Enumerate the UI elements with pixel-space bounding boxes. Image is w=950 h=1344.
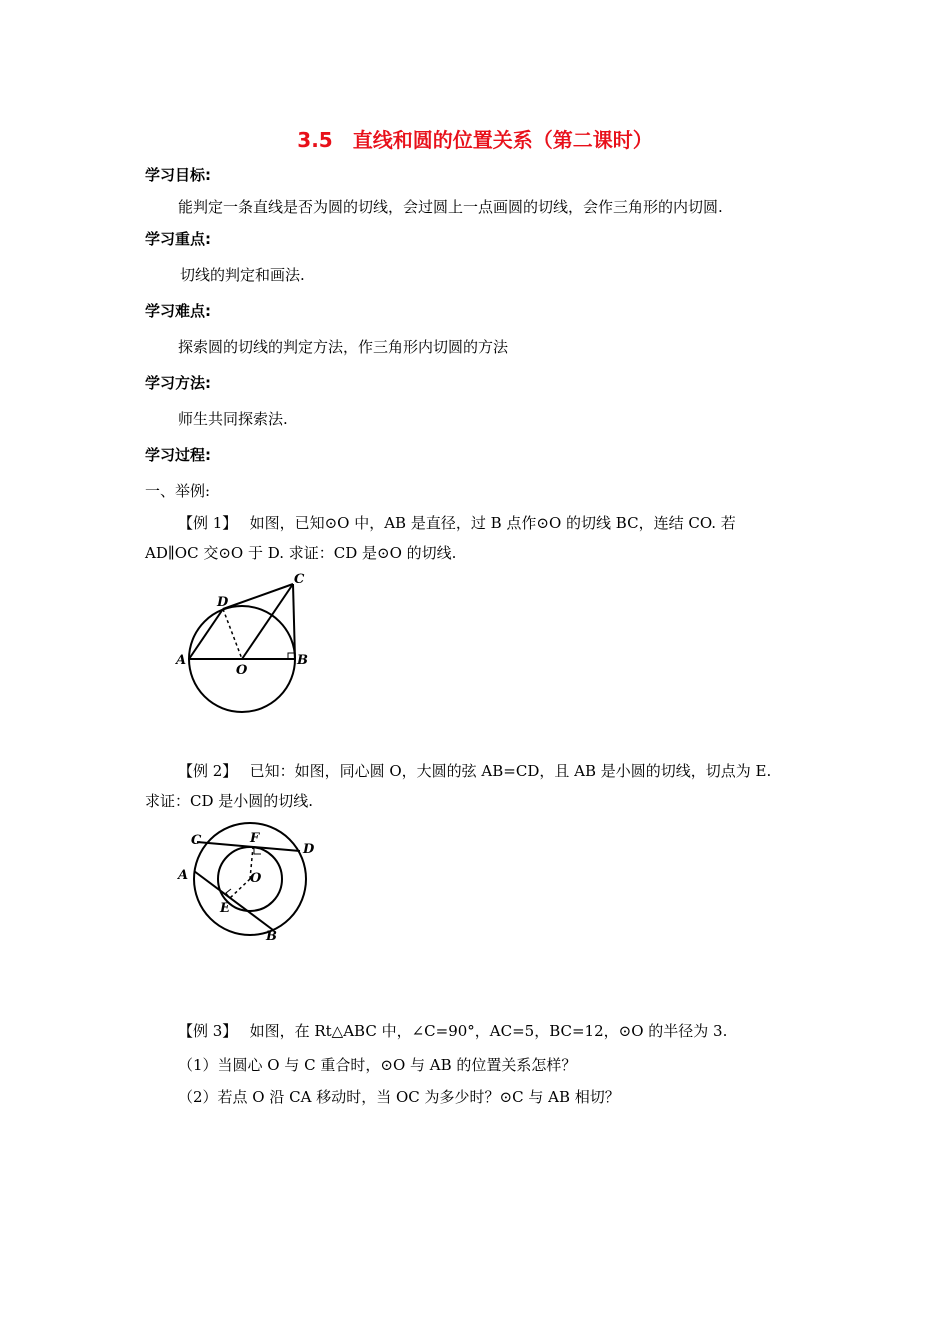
label-b: B (266, 929, 277, 944)
example1-line2: AD∥OC 交⊙O 于 D. 求证：CD 是⊙O 的切线. (145, 544, 457, 562)
chord-cd (197, 842, 300, 851)
example3-question2: （2）若点 O 沿 CA 移动时，当 OC 为多少时？⊙C 与 AB 相切？ (178, 1088, 620, 1106)
line-ad (189, 609, 223, 659)
dashed-oe (230, 879, 250, 898)
label-a: A (178, 868, 189, 883)
label-o: O (250, 871, 262, 886)
dashed-od (223, 609, 242, 659)
key-points-heading: 学习重点: (145, 230, 211, 248)
method-text: 师生共同探索法. (178, 410, 288, 428)
key-points-text: 切线的判定和画法. (180, 266, 305, 284)
section-heading: 一、举例: (145, 482, 211, 500)
page-title: 3.5 直线和圆的位置关系（第二课时） (297, 128, 653, 152)
example3-line1: 【例 3】 如图，在 Rt△ABC 中，∠C=90°，AC=5，BC=12，⊙O 的半径为 3. (178, 1022, 728, 1040)
example3-question1: （1）当圆心 O 与 C 重合时，⊙O 与 AB 的位置关系怎样？ (178, 1056, 577, 1074)
example1-figure (170, 570, 320, 720)
objectives-heading: 学习目标: (145, 166, 211, 184)
label-d: D (217, 595, 229, 610)
example2-line2: 求证：CD 是小圆的切线. (145, 792, 314, 810)
example1-line1: 【例 1】 如图，已知⊙O 中，AB 是直径，过 B 点作⊙O 的切线 BC，连结 CO. 若 (178, 514, 736, 532)
label-o: O (236, 663, 248, 678)
line-dc (223, 584, 293, 609)
label-b: B (297, 653, 308, 668)
method-heading: 学习方法: (145, 374, 211, 392)
difficulties-text: 探索圆的切线的判定方法，作三角形内切圆的方法 (178, 338, 509, 356)
line-oc (242, 584, 293, 659)
example2-figure (170, 822, 330, 947)
difficulties-heading: 学习难点: (145, 302, 211, 320)
label-d: D (303, 842, 315, 857)
label-c: C (294, 572, 305, 587)
label-f: F (250, 831, 260, 846)
example2-line1: 【例 2】 已知：如图，同心圆 O，大圆的弦 AB=CD，且 AB 是小圆的切线，切点为 E. (178, 762, 772, 780)
label-c: C (191, 833, 202, 848)
objectives-text: 能判定一条直线是否为圆的切线，会过圆上一点画圆的切线，会作三角形的内切圆. (178, 198, 723, 216)
label-e: E (220, 901, 230, 916)
process-heading: 学习过程: (145, 446, 211, 464)
label-a: A (176, 653, 187, 668)
